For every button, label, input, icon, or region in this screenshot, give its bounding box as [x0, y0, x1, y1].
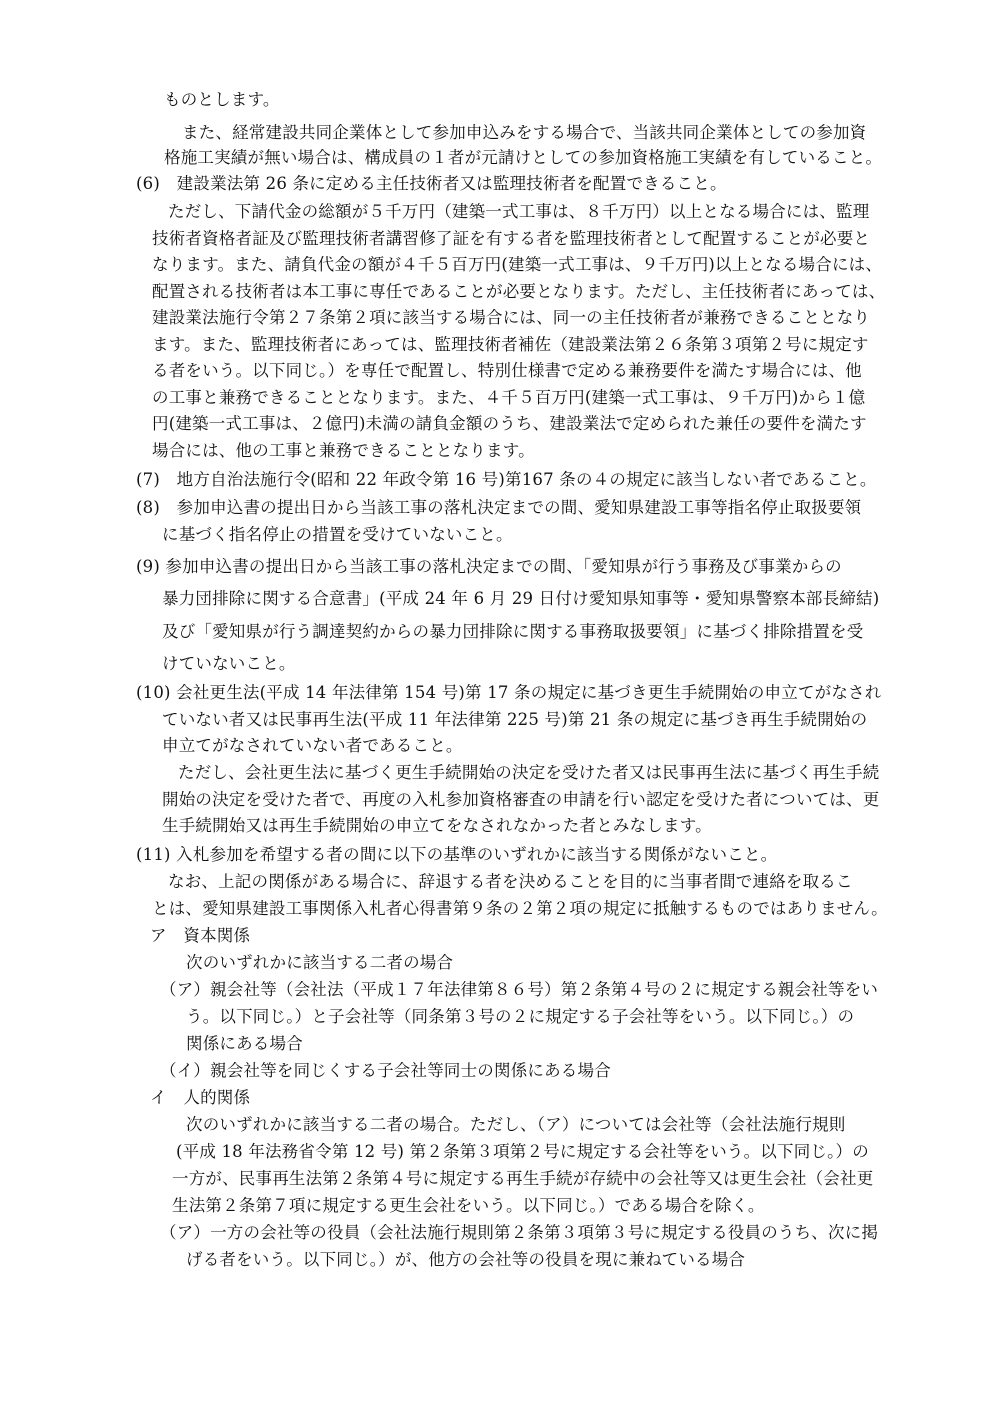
text-line: (10) 会社更生法(平成 14 年法律第 154 号)第 17 条の規定に基づき更生手続開始の申立てがなされ: [136, 683, 882, 702]
text-line: 生手続開始又は再生手続開始の申立てをなされなかった者とみなします。: [162, 816, 712, 835]
text-line: う。以下同じ。）と子会社等（同条第３号の２に規定する子会社等をいう。以下同じ。）の: [186, 1007, 855, 1026]
text-line: （ア）親会社等（会社法（平成１７年法律第８６号）第２条第４号の２に規定する親会社等をい: [160, 980, 879, 999]
text-line: (8) 参加申込書の提出日から当該工事の落札決定までの間、愛知県建設工事等指名停止取扱要領: [136, 498, 862, 517]
text-line: なります。また、請負代金の額が４千５百万円(建築一式工事は、９千万円)以上となる場合には、: [152, 255, 883, 274]
text-line: (7) 地方自治法施行令(昭和 22 年政令第 16 号)第167 条の４の規定に該当しない者であること。: [136, 470, 877, 489]
text-line: (6) 建設業法第 26 条に定める主任技術者又は監理技術者を配置できること。: [136, 174, 727, 193]
text-line: 次のいずれかに該当する二者の場合。ただし、（ア）については会社等（会社法施行規則: [186, 1115, 846, 1134]
text-line: また、経常建設共同企業体として参加申込みをする場合で、当該共同企業体としての参加資: [182, 123, 867, 142]
text-line: なお、上記の関係がある場合に、辞退する者を決めることを目的に当事者間で連絡を取るこ: [168, 872, 853, 891]
text-line: イ 人的関係: [150, 1088, 251, 1107]
text-line: (9) 参加申込書の提出日から当該工事の落札決定までの間、「愛知県が行う事務及び事業からの: [136, 557, 842, 576]
text-line: 場合には、他の工事と兼務できることとなります。: [152, 441, 535, 460]
text-line: 開始の決定を受けた者で、再度の入札参加資格審査の申請を行い認定を受けた者については、更: [162, 790, 880, 809]
text-line: 格施工実績が無い場合は、構成員の１者が元請けとしての参加資格施工実績を有していること。: [164, 148, 883, 167]
text-line: ただし、会社更生法に基づく更生手続開始の決定を受けた者又は民事再生法に基づく再生手続: [178, 763, 880, 782]
text-line: 暴力団排除に関する合意書」(平成 24 年 6 月 29 日付け愛知県知事等・愛知県警察本部長締結): [162, 589, 880, 608]
text-line: 配置される技術者は本工事に専任であることが必要となります。ただし、主任技術者にあっては、: [152, 282, 886, 301]
text-line: ただし、下請代金の総額が５千万円（建築一式工事は、８千万円）以上となる場合には、監理: [168, 202, 870, 221]
text-line: とは、愛知県建設工事関係入札者心得書第９条の２第２項の規定に抵触するものではありません。: [152, 899, 888, 918]
text-line: 技術者資格者証及び監理技術者講習修了証を有する者を監理技術者として配置することが必要と: [152, 229, 871, 248]
text-line: 建設業法施行令第２７条第２項に該当する場合には、同一の主任技術者が兼務できることとなり: [152, 308, 871, 327]
text-line: 関係にある場合: [186, 1034, 303, 1053]
text-line: 生法第２条第７項に規定する更生会社をいう。以下同じ。）である場合を除く。: [172, 1196, 765, 1215]
text-line: の工事と兼務できることとなります。また、４千５百万円(建築一式工事は、９千万円)から１億: [152, 388, 866, 407]
text-line: ます。また、監理技術者にあっては、監理技術者補佐（建設業法第２６条第３項第２号に規定す: [152, 335, 869, 354]
text-line: (平成 18 年法務省令第 12 号) 第２条第３項第２号に規定する会社等をいう。以下同じ。）の: [176, 1142, 869, 1161]
text-line: る者をいう。以下同じ。）を専任で配置し、特別仕様書で定める兼務要件を満たす場合には、他: [152, 361, 862, 380]
text-line: 一方が、民事再生法第２条第４号に規定する再生手続が存続中の会社等又は更生会社（会社更: [172, 1169, 874, 1188]
text-line: けていないこと。: [162, 654, 296, 673]
text-line: 円(建築一式工事は、２億円)未満の請負金額のうち、建設業法で定められた兼任の要件を満たす: [152, 414, 867, 433]
text-line: ア 資本関係: [150, 926, 251, 945]
text-line: 申立てがなされていない者であること。: [162, 736, 463, 755]
text-line: に基づく指名停止の措置を受けていないこと。: [162, 525, 513, 544]
text-line: ものとします。: [164, 90, 280, 109]
text-line: 及び「愛知県が行う調達契約からの暴力団排除に関する事務取扱要領」に基づく排除措置を受: [162, 622, 864, 641]
text-line: （イ）親会社等を同じくする子会社等同士の関係にある場合: [160, 1061, 611, 1080]
text-line: 次のいずれかに該当する二者の場合: [186, 953, 454, 972]
text-line: げる者をいう。以下同じ。）が、他方の会社等の役員を現に兼ねている場合: [186, 1250, 746, 1269]
text-line: （ア）一方の会社等の役員（会社法施行規則第２条第３項第３号に規定する役員のうち、次に掲: [160, 1223, 879, 1242]
text-line: ていない者又は民事再生法(平成 11 年法律第 225 号)第 21 条の規定に基づき再生手続開始の: [162, 710, 868, 729]
text-line: (11) 入札参加を希望する者の間に以下の基準のいずれかに該当する関係がないこと。: [136, 845, 778, 864]
